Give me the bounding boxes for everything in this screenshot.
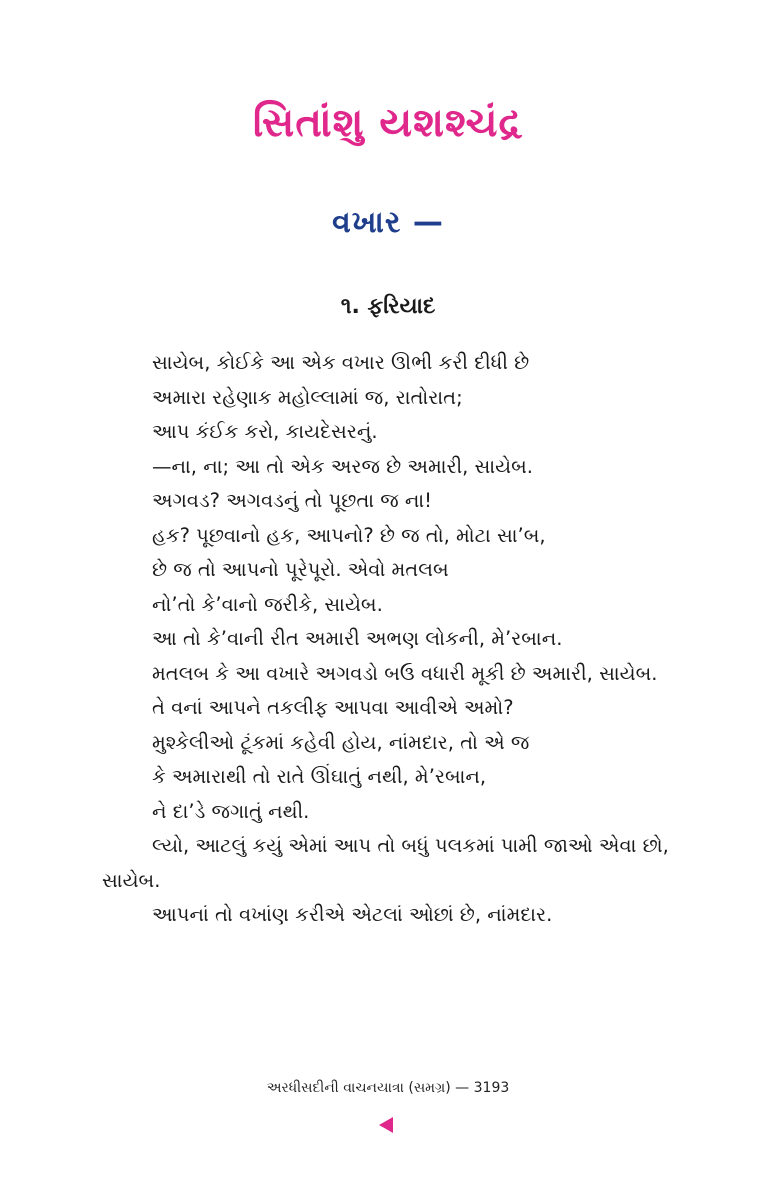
poem-line: મતલબ કે આ વખારે અગવડો બઉ વધારી મૂકી છે અમારી, સાયેબ. bbox=[152, 661, 658, 685]
poem-line: મુશ્કેલીઓ ટૂંકમાં કહેવી હોય, નાંમદાર, તો એ જ bbox=[152, 730, 530, 754]
poem-line: અમારા રહેણાક મહોલ્લામાં જ, રાતોરાત; bbox=[152, 385, 463, 409]
poem-line: આ તો કે’વાની રીત અમારી અભણ લોકની, મે’રબાન. bbox=[152, 627, 563, 650]
poem-line: —ના, ના; આ તો એક અરજ છે અમારી, સાયેબ. bbox=[152, 454, 533, 478]
poem-line: લ્યો, આટલું કયું એમાં આપ તો બધું પલકમાં પામી જાઓ એવા છો, સાયેબ. bbox=[102, 834, 669, 892]
poem-line: છે જ તો આપનો પૂરેપૂરો. એવો મતલબ bbox=[152, 558, 449, 581]
poem-line: નો’તો કે’વાનો જરીકે, સાયેબ. bbox=[152, 592, 383, 616]
page-footer: અરધીસદીની વાચનયાત્રા (સમગ્ર) — 3193 bbox=[266, 1080, 510, 1096]
poem-line: અગવડ? અગવડનું તો પૂછતા જ ના! bbox=[152, 489, 433, 512]
poem-line: હક? પૂછવાનો હક, આપનો? છે જ તો, મોટા સા’બ, bbox=[152, 523, 546, 547]
poem-title: વખાર — bbox=[332, 205, 444, 240]
author-heading: સિતાંશુ યશશ્ચંદ્ર bbox=[252, 100, 524, 146]
poem-body bbox=[102, 346, 682, 933]
poem-line: આપનાં તો વખાંણ કરીએ એટલાં ઓછાં છે, નાંમદાર. bbox=[152, 903, 553, 926]
poem-line: સાયેબ, કોઈકે આ એક વખાર ઊભી કરી દીધી છે bbox=[152, 351, 530, 374]
poem-line: તે વનાં આપને તકલીફ આપવા આવીએ અમો? bbox=[152, 696, 514, 719]
previous-page-arrow-icon[interactable] bbox=[379, 1117, 393, 1133]
poem-line: આપ કંઈક કરો, કાયદેસરનું. bbox=[152, 420, 378, 443]
poem-subtitle: ૧. ફરિયાદ bbox=[340, 294, 436, 319]
poem-line: કે અમારાથી તો રાતે ઊંઘાતું નથી, મે’રબાન, bbox=[152, 765, 487, 788]
poem-line: ને દા’ડે જગાતું નથી. bbox=[152, 799, 310, 823]
